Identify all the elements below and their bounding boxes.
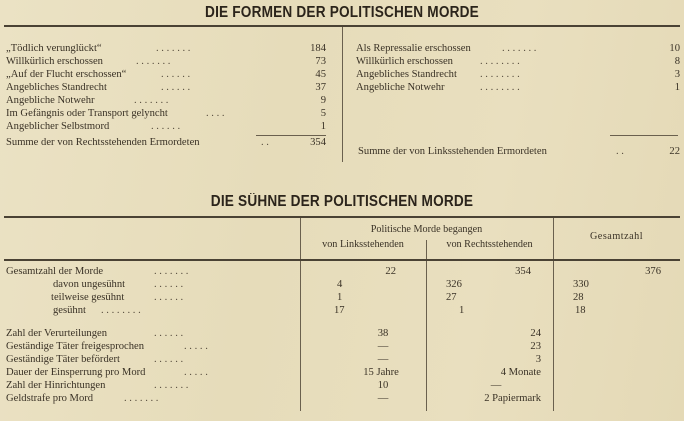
row-value: 8: [674, 56, 680, 67]
cell-total: 376: [645, 266, 661, 277]
list-item: [6, 107, 326, 120]
cell-rechts: 3: [535, 354, 541, 365]
leader-dots: . . . . . .: [154, 354, 184, 365]
cell-links: —: [377, 393, 389, 404]
list-item: [6, 94, 326, 107]
suehne-title: DIE SÜHNE DER POLITISCHEN MORDE: [210, 193, 474, 210]
row-label: „Tödlich verunglückt“: [6, 43, 102, 54]
table-row: [6, 327, 680, 340]
leader-dots: . . . . . . .: [124, 393, 159, 404]
row-value: 5: [320, 108, 326, 119]
cell-rechts: 354: [515, 266, 531, 277]
list-item: [6, 120, 326, 133]
row-label: Angebliche Notwehr: [6, 95, 95, 106]
table-row: [6, 291, 680, 304]
cell-total: 18: [575, 305, 586, 316]
suehne-top-rule: [4, 216, 680, 218]
row-label: Gesamtzahl der Morde: [6, 266, 104, 277]
table-row: [6, 392, 680, 405]
cell-links: 15 Jahre: [363, 367, 399, 378]
list-item: [356, 68, 680, 81]
row-label: Zahl der Hinrichtungen: [6, 380, 106, 391]
leader-dots: . . . . . . . .: [480, 56, 520, 67]
list-item: [356, 42, 680, 55]
row-label: Angebliche Notwehr: [356, 82, 445, 93]
row-value: 73: [315, 56, 326, 67]
row-label: Angebliches Standrecht: [6, 82, 107, 93]
cell-rechts: 326: [446, 279, 462, 290]
cell-rechts: 1: [459, 305, 465, 316]
leader-dots: . .: [261, 137, 269, 148]
cell-rechts: 24: [530, 328, 541, 339]
header-bottom-rule: [4, 259, 680, 261]
leader-dots: . . . . . .: [154, 279, 184, 290]
leader-dots: . . . . . . . .: [101, 305, 141, 316]
leader-dots: . . . . . . .: [502, 43, 537, 54]
list-item: [6, 55, 326, 68]
row-value: 1: [320, 121, 326, 132]
row-label: Angeblicher Selbstmord: [6, 121, 110, 132]
table-row: [6, 340, 680, 353]
list-item: [6, 42, 326, 55]
cell-total: 330: [573, 279, 589, 290]
cell-links: 22: [385, 266, 396, 277]
row-label: Angebliches Standrecht: [356, 69, 457, 80]
leader-dots: . . . . . .: [161, 69, 191, 80]
cell-rechts: 23: [530, 341, 541, 352]
header-col-links: von Linksstehenden: [322, 239, 404, 250]
leader-dots: . . . . . . .: [134, 95, 169, 106]
header-group-label: Politische Morde begangen: [370, 224, 483, 235]
list-item: [356, 81, 680, 94]
cell-links: 1: [337, 292, 343, 303]
header-col-rechts: von Rechtsstehenden: [446, 239, 533, 250]
leader-dots: . . . . . .: [151, 121, 181, 132]
row-label: Willkürlich erschossen: [6, 56, 103, 67]
row-label: Willkürlich erschossen: [356, 56, 453, 67]
cell-links: 4: [337, 279, 343, 290]
row-value: 1: [674, 82, 680, 93]
leader-dots: . . . . . . .: [156, 43, 191, 54]
cell-links: —: [377, 354, 389, 365]
leader-dots: . . . .: [206, 108, 225, 119]
row-label: teilweise gesühnt: [51, 292, 125, 303]
cell-rechts: 4 Monate: [500, 367, 541, 378]
row-label: Geldstrafe pro Mord: [6, 393, 94, 404]
row-label: Geständige Täter freigesprochen: [6, 341, 145, 352]
cell-rechts: 27: [446, 292, 457, 303]
row-label: gesühnt: [53, 305, 86, 316]
leader-dots: . . . . . . .: [136, 56, 171, 67]
row-value: 45: [315, 69, 326, 80]
row-value: 3: [674, 69, 680, 80]
leader-dots: . . . . .: [184, 341, 208, 352]
row-value: 37: [315, 82, 326, 93]
table-row: [6, 265, 680, 278]
leader-dots: . . . . . .: [154, 328, 184, 339]
sum-row: [358, 145, 680, 158]
row-value: 184: [310, 43, 326, 54]
leader-dots: . . . . . .: [154, 292, 184, 303]
sum-value: 354: [310, 137, 326, 148]
row-label: Dauer der Einsperrung pro Mord: [6, 367, 146, 378]
cell-links: 10: [377, 380, 389, 391]
leader-dots: . . . . . . .: [154, 380, 189, 391]
table-row: [6, 304, 680, 317]
list-item: [6, 81, 326, 94]
list-item: [356, 55, 680, 68]
cell-rechts: 2 Papiermark: [484, 393, 541, 404]
leader-dots: . .: [616, 146, 624, 157]
table-row: [6, 278, 680, 291]
row-label: Geständige Täter befördert: [6, 354, 120, 365]
formen-column-divider: [342, 27, 343, 162]
formen-title: DIE FORMEN DER POLITISCHEN MORDE: [205, 4, 479, 21]
cell-links: —: [377, 341, 389, 352]
table-row: [6, 366, 680, 379]
leader-dots: . . . . .: [184, 367, 208, 378]
cell-total: 28: [573, 292, 584, 303]
cell-rechts: —: [490, 380, 502, 391]
table-row: [6, 353, 680, 366]
sum-label: Summe der von Rechtsstehenden Ermordeten: [6, 137, 200, 148]
row-label: Im Gefängnis oder Transport gelyncht: [6, 108, 168, 119]
table-row: [6, 379, 680, 392]
sum-value: 22: [669, 146, 680, 157]
leader-dots: . . . . . .: [161, 82, 191, 93]
sum-rule: [610, 135, 678, 136]
row-label: „Auf der Flucht erschossen“: [6, 69, 127, 80]
row-value: 10: [669, 43, 680, 54]
header-col-total: Gesamtzahl: [589, 231, 644, 242]
leader-dots: . . . . . . . .: [480, 69, 520, 80]
cell-links: 38: [377, 328, 389, 339]
row-value: 9: [320, 95, 326, 106]
cell-links: 17: [334, 305, 345, 316]
row-label: Zahl der Verurteilungen: [6, 328, 107, 339]
leader-dots: . . . . . . . .: [480, 82, 520, 93]
leader-dots: . . . . . . .: [154, 266, 189, 277]
sum-label: Summe der von Linksstehenden Ermordeten: [358, 146, 547, 157]
sum-row: [6, 136, 326, 149]
row-label: davon ungesühnt: [53, 279, 126, 290]
row-label: Als Repressalie erschossen: [356, 43, 471, 54]
list-item: [6, 68, 326, 81]
